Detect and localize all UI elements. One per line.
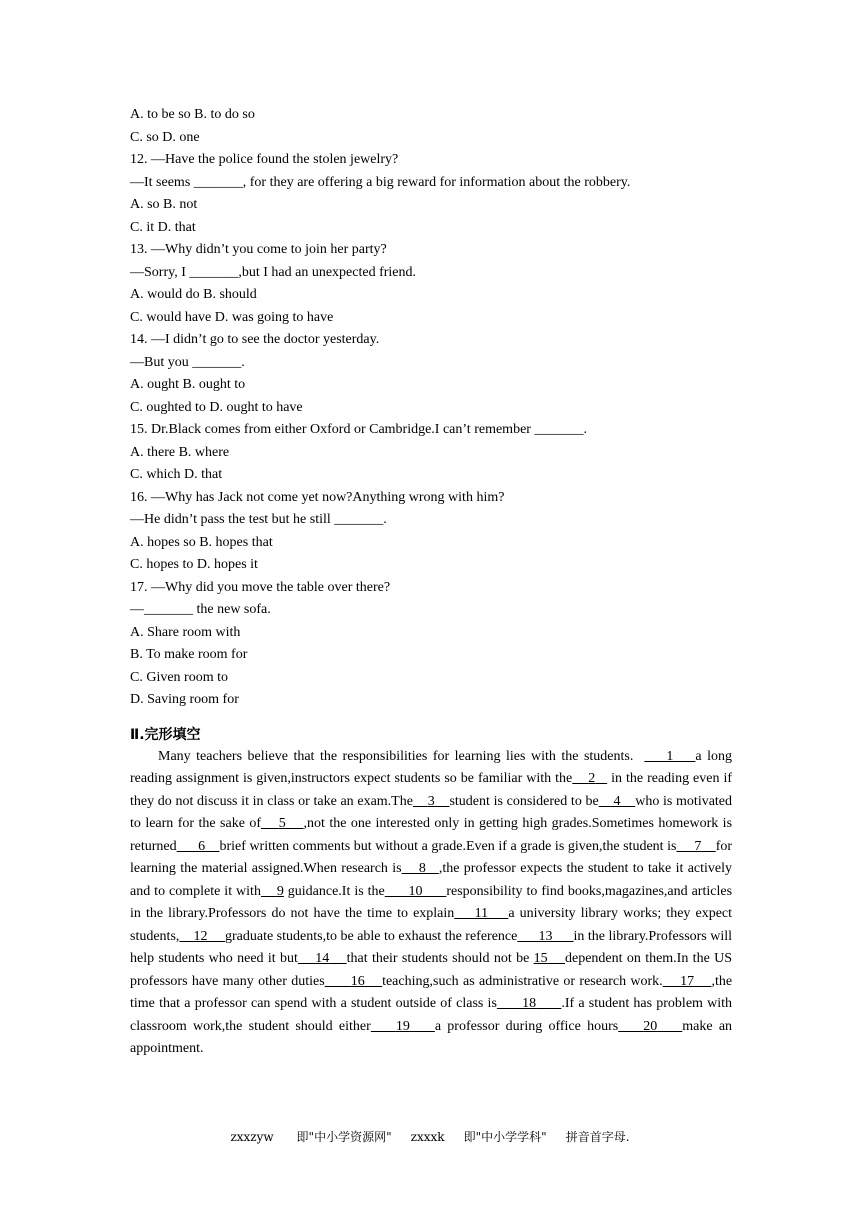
blank-1: 1 — [666, 748, 674, 764]
question-line: C. it D. that — [130, 219, 196, 235]
question-line: A. so B. not — [130, 197, 198, 212]
blank-10: 10 — [408, 883, 423, 899]
blank-9: 9 — [276, 883, 284, 899]
question-line: D. Saving room for — [130, 692, 239, 707]
question-line: A. there B. where — [130, 444, 230, 460]
question-line: 13. —Why didn’t you come to join her party? — [130, 242, 387, 257]
question-line: 16. —Why has Jack not come yet now?Anything wrong with him? — [130, 489, 505, 505]
question-line: A. to be so B. to do so — [130, 107, 255, 122]
cloze-passage — [130, 746, 732, 1061]
question-line: A. hopes so B. hopes that — [130, 534, 273, 550]
blank-13: 13 — [538, 928, 553, 944]
blank-5: 5 — [278, 816, 286, 831]
passage-text: teaching,such as administrative or research work. — [382, 973, 663, 989]
blank-17: 17 — [680, 973, 695, 989]
passage-text: who is motivated to learn for the sake of — [130, 793, 733, 831]
question-line: —But you _______. — [130, 354, 245, 370]
passage-text: that their students should not be — [346, 951, 534, 966]
question-line: A. ought B. ought to — [130, 377, 246, 392]
blank-18: 18 — [522, 996, 537, 1011]
section-title: Ⅱ.完形填空 — [130, 726, 201, 743]
passage-text: ,not the one interested only in getting high grades.Sometimes homework is returned — [130, 816, 733, 854]
question-line: B. To make room for — [130, 647, 248, 662]
question-line: 15. Dr.Black comes from either Oxford or Cambridge.I can’t remember _______. — [130, 422, 587, 437]
blank-7: 7 — [694, 838, 702, 854]
question-line: 17. —Why did you move the table over there? — [130, 579, 391, 595]
question-line: C. Given room to — [130, 669, 228, 685]
passage-text: student is considered to be — [449, 793, 599, 809]
passage-text: brief written comments but without a grade.Even if a grade is given,the student is — [219, 838, 677, 854]
passage-text: a professor during office hours — [434, 1018, 619, 1034]
question-line: —He didn’t pass the test but he still _______. — [130, 512, 387, 527]
question-line: C. which D. that — [130, 467, 223, 482]
blank-4: 4 — [613, 793, 621, 809]
passage-text: .If a student has problem with classroom work,the student should either — [130, 996, 733, 1034]
multiple-choice-questions — [130, 104, 732, 712]
question-line: C. so D. one — [130, 129, 200, 145]
passage-text: ,the professor expects the student to take it actively and to complete it with — [130, 861, 733, 899]
passage-text: responsibility to find books,magazines,and articles in the library.Professors do not have the time to explain — [130, 883, 733, 921]
passage-text: a long reading assignment is given,instructors expect students so be familiar with the — [130, 748, 733, 786]
blank-19: 19 — [395, 1018, 410, 1034]
question-line: A. would do B. should — [130, 287, 257, 302]
passage-text: graduate students,to be able to exhaust the reference — [224, 928, 518, 944]
question-line: —_______ the new sofa. — [130, 602, 271, 617]
passage-text: Many teachers believe that the responsibilities for learning lies with the students. — [158, 748, 634, 764]
question-line: A. Share room with — [130, 624, 241, 640]
question-line: C. would have D. was going to have — [130, 309, 334, 325]
passage-text: guidance.It is the — [283, 883, 385, 899]
blank-14: 14 — [315, 951, 330, 966]
blank-8: 8 — [418, 861, 426, 876]
question-line: C. oughted to D. ought to have — [130, 399, 303, 415]
document-page — [130, 104, 732, 1061]
blank-2: 2 — [588, 771, 596, 786]
passage-text: in the reading even if they do not discuss it in class or take an exam.The — [130, 771, 733, 809]
question-line: 14. —I didn’t go to see the doctor yesterday. — [130, 332, 380, 347]
passage-text: a university library works; they expect students, — [130, 906, 733, 944]
blank-12: 12 — [193, 928, 208, 944]
question-line: 12. —Have the police found the stolen jewelry? — [130, 152, 399, 167]
blank-11: 11 — [474, 906, 489, 921]
question-line: —Sorry, I _______,but I had an unexpected friend. — [130, 264, 417, 280]
passage-text: make an appointment. — [130, 1018, 733, 1056]
passage-text: ,the time that a professor can spend with a student outside of class is — [130, 973, 733, 1011]
blank-3: 3 — [427, 793, 435, 809]
blank-6: 6 — [198, 838, 206, 854]
blank-20: 20 — [643, 1018, 658, 1034]
passage-text: dependent on them.In the US professors have many other duties — [130, 951, 733, 989]
passage-text: for learning the material assigned.When research is — [130, 838, 733, 876]
passage-text: in the library.Professors will help students who need it but — [130, 928, 733, 966]
question-line: —It seems _______, for they are offering a big reward for information about the robbery. — [130, 174, 631, 190]
page-footer: zxxzyw 即"中小学资源网" zxxxk 即"中小学学科" 拼音首字母. — [230, 1130, 630, 1144]
blank-16: 16 — [350, 973, 365, 989]
question-line: C. hopes to D. hopes it — [130, 557, 258, 572]
blank-15: 15 — [533, 951, 548, 966]
